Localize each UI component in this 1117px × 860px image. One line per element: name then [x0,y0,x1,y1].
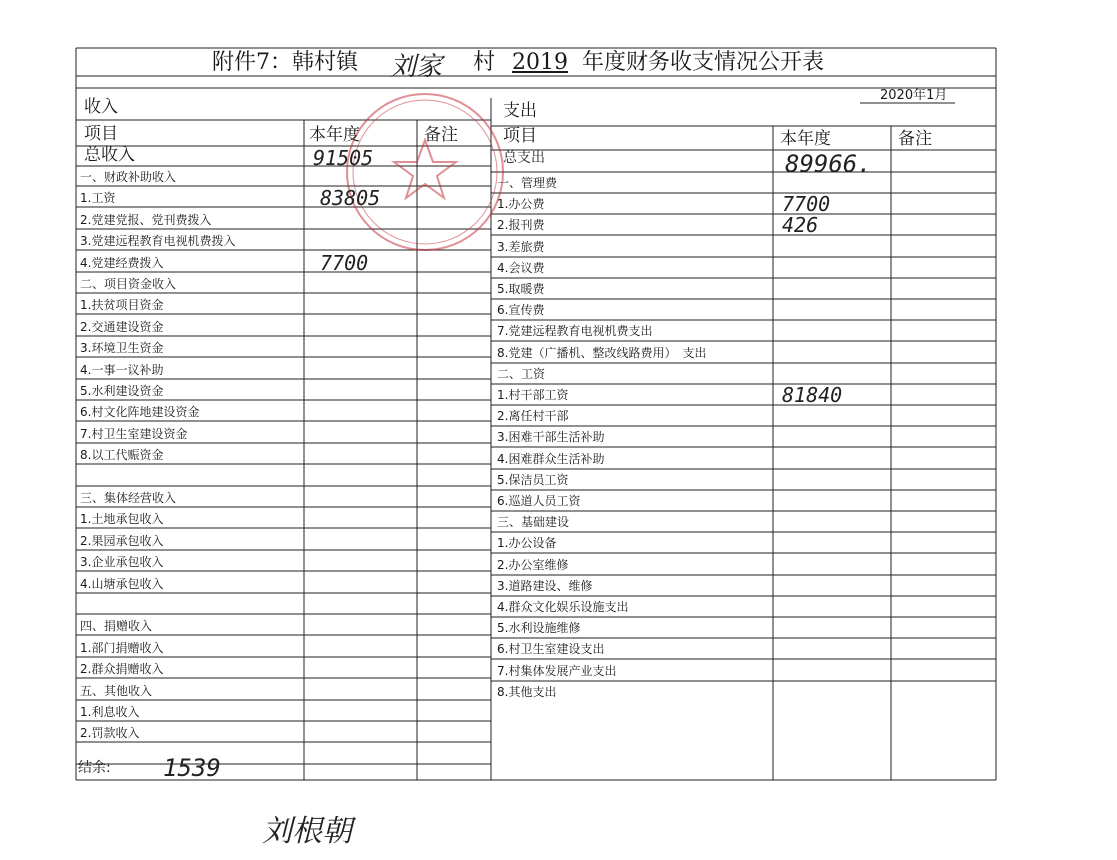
income-item-label: 1.利息收入 [80,705,140,719]
income-item-label: 2.罚款收入 [80,726,140,741]
income-col-item: 项目 [84,124,118,144]
income-item-label: 2.群众捐赠收入 [80,662,164,677]
expense-item-label: 6.宣传费 [497,303,545,318]
expense-item-label: 4.群众文化娱乐设施支出 [497,600,629,614]
expense-item-label: 3.道路建设、维修 [497,578,593,593]
expense-item-label: 8.党建（广播机、整改线路费用） 支出 [497,345,707,360]
income-item-label: 4.山塘承包收入 [80,576,164,591]
expense-item-amount: 426 [782,213,819,238]
income-item-label: 2.党建党报、党刊费拨入 [80,212,212,227]
income-item-label: 1.工资 [80,191,116,206]
income-item-label: 8.以工代赈资金 [80,448,164,463]
income-item-label: 二、项目资金收入 [80,277,177,291]
balance-label: 结余: [78,760,111,776]
income-item-label: 7.村卫生室建设资金 [80,426,188,441]
expense-item-label: 二、工资 [497,366,546,381]
income-item-label: 2.交通建设资金 [80,319,164,334]
expense-col-amount: 本年度 [780,129,831,149]
expense-item-label: 1.村干部工资 [497,388,569,402]
title-village-handwritten: 刘家 [390,52,443,82]
title-year: 2019 [512,50,568,75]
expense-col-note: 备注 [898,129,932,149]
expense-total-value: 89966. [785,150,872,178]
title-prefix: 附件7：韩村镇 [212,50,358,75]
income-total-value: 91505 [313,146,374,170]
report-date: 2020年1月 [880,88,948,103]
income-item-label: 1.土地承包收入 [80,512,164,527]
expense-item-label: 3.困难干部生活补助 [497,430,605,445]
red-seal-stamp [347,94,503,250]
expense-item-label: 8.其他支出 [497,684,557,699]
income-total-label: 总收入 [84,145,135,165]
income-item-label: 五、其他收入 [80,683,153,698]
income-item-label: 4.党建经费拨入 [80,255,164,270]
income-item-label: 6.村文化阵地建设资金 [80,405,200,420]
signature: 刘根朝 [262,814,352,849]
income-item-label: 5.水利建设资金 [80,384,164,398]
expense-item-label: 1.办公设备 [497,536,557,551]
expense-item-label: 7.党建远程教育电视机费支出 [497,324,653,339]
expense-section-label: 支出 [503,101,537,121]
income-col-note: 备注 [424,125,458,145]
expense-item-label: 一、管理费 [497,176,558,190]
expense-item-label: 三、基础建设 [497,515,570,530]
expense-item-amount: 7700 [782,192,831,217]
income-item-label: 一、财政补助收入 [80,170,177,184]
income-item-label: 三、集体经营收入 [80,491,177,505]
expense-item-label: 2.报刊费 [497,218,545,233]
income-item-amount: 7700 [320,250,369,275]
income-item-label: 3.企业承包收入 [80,555,164,570]
expense-item-label: 2.办公室维修 [497,557,569,572]
expense-item-label: 6.村卫生室建设支出 [497,642,605,657]
income-item-label: 1.扶贫项目资金 [80,298,164,313]
income-col-amount: 本年度 [309,125,360,145]
income-item-amount: 83805 [320,186,381,211]
income-item-label: 4.一事一议补助 [80,362,164,377]
income-item-label: 2.果园承包收入 [80,533,164,548]
expense-item-label: 6.巡道人员工资 [497,494,581,508]
income-item-label: 四、捐赠收入 [80,619,153,634]
title-village-suffix: 村 [473,50,496,75]
income-item-label: 1.部门捐赠收入 [80,640,164,655]
expense-item-label: 5.水利设施维修 [497,621,581,636]
expense-item-amount: 81840 [782,383,843,407]
income-section-label: 收入 [84,97,118,117]
income-item-label: 3.党建远程教育电视机费拨入 [80,234,236,249]
expense-item-label: 4.困难群众生活补助 [497,451,605,466]
expense-item-label: 3.差旅费 [497,239,545,254]
expense-item-label: 5.取暖费 [497,282,545,296]
expense-item-label: 7.村集体发展产业支出 [497,663,617,678]
expense-col-item: 项目 [503,126,537,146]
title-suffix: 年度财务收支情况公开表 [582,50,825,75]
expense-item-label: 5.保洁员工资 [497,472,569,487]
expense-item-label: 1.办公费 [497,197,545,212]
expense-total-label: 总支出 [503,150,545,166]
income-item-label: 3.环境卫生资金 [80,341,164,356]
expense-item-label: 2.离任村干部 [497,409,569,424]
balance-value: 1539 [163,754,221,782]
expense-item-label: 4.会议费 [497,260,545,275]
